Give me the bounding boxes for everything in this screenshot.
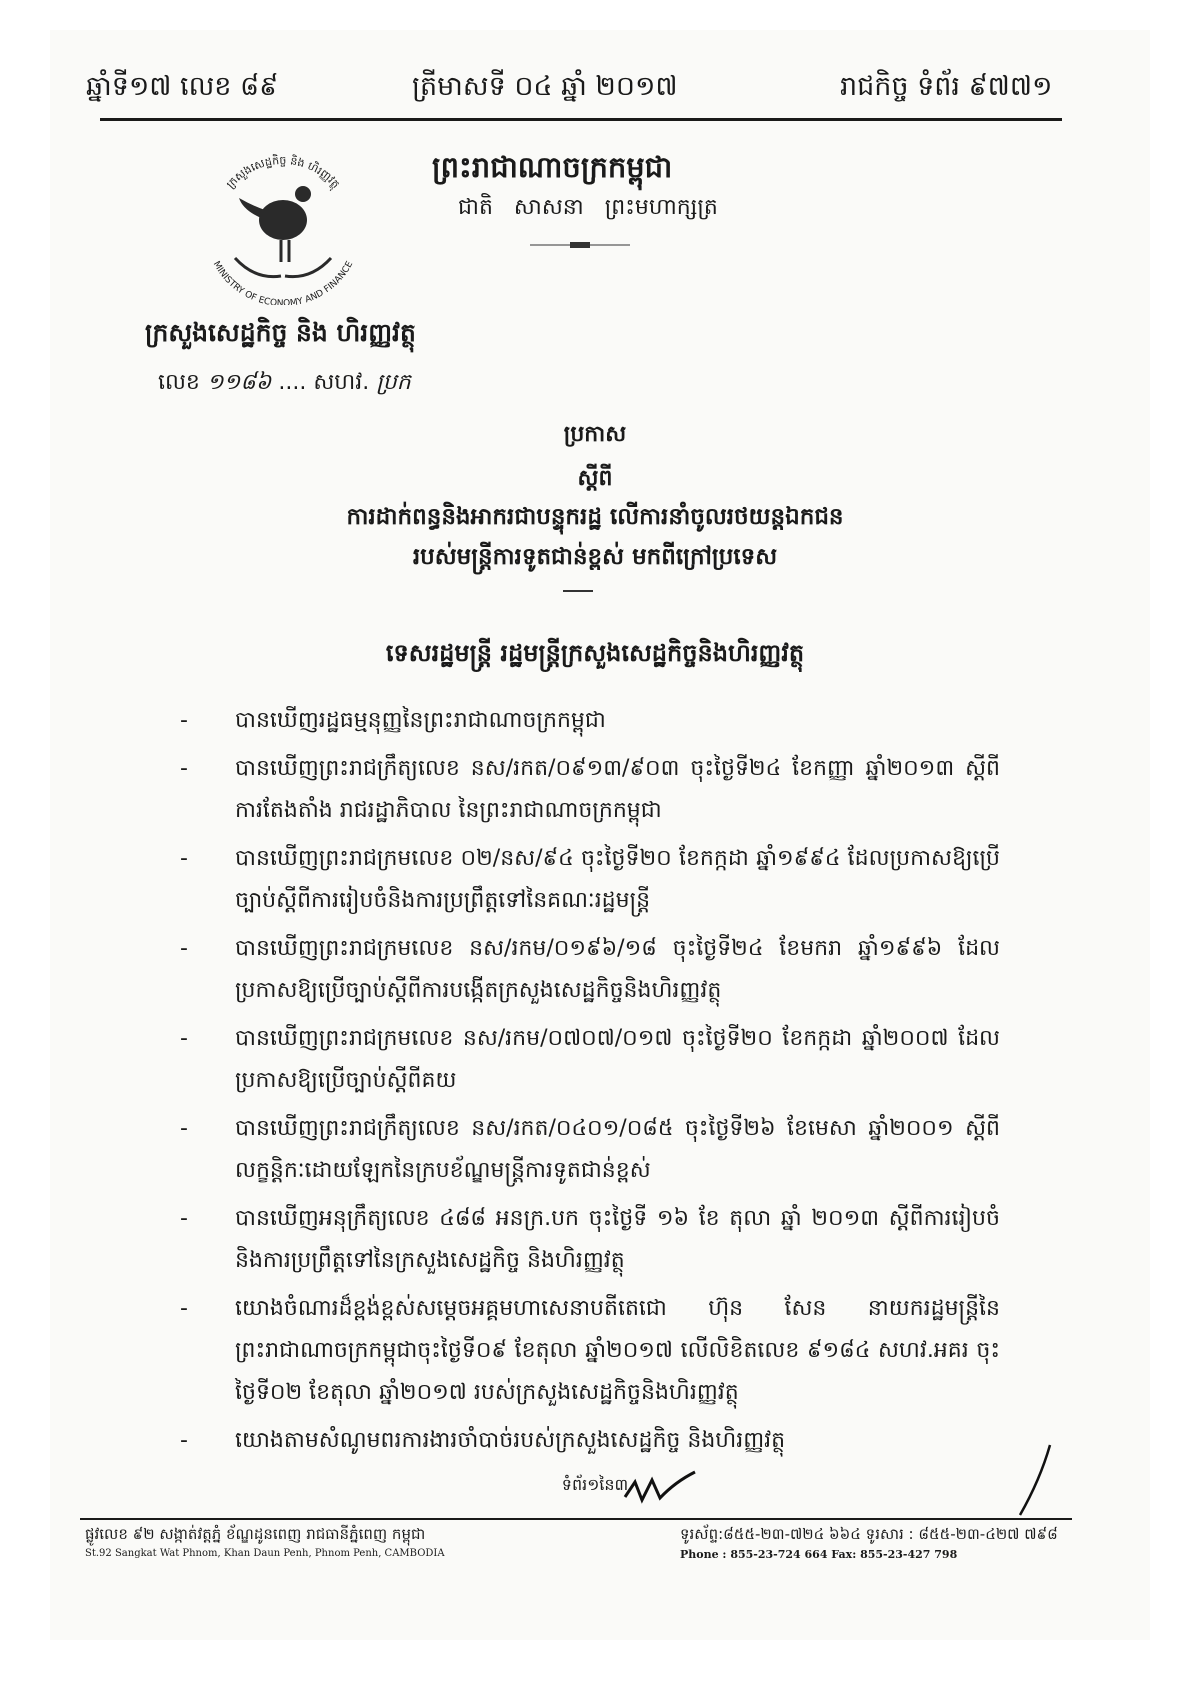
svg-text:ក្រសួងសេដ្ឋកិច្ច និង ហិរញ្ញវត្ xyxy=(224,153,342,192)
ministry-name: ក្រសួងសេដ្ឋកិច្ច និង ហិរញ្ញវត្ថុ xyxy=(145,318,416,347)
doc-subject-line-2: របស់មន្ត្រីការទូតជាន់ខ្ពស់ មកពីក្រៅប្រទេស xyxy=(412,544,778,570)
list-item: - បានឃើញព្រះរាជក្រឹត្យលេខ នស/រកត/០៤០១/០៨៥ ចុះថ្ងៃទី២៦ ខែមេសា ឆ្នាំ២០០១ ស្តីពីលក្ខន្តិកៈដោយឡែកនៃក្របខ័ណ្ឌមន្ត្រីការទូតជាន់ខ្ពស់ xyxy=(180,1108,1000,1192)
footer-phone-en: Phone : 855-23-724 664 Fax: 855-23-427 798 xyxy=(680,1548,958,1561)
footer-phone-km: ទូរស័ព្ទ:៨៥៥-២៣-៧២៤ ៦៦៤ ទូរសារ : ៨៥៥-២៣-៤២៧ ៧៩៨ xyxy=(680,1525,1058,1543)
ministry-seal xyxy=(195,150,370,305)
page-number: ទំព័រ១នៃ៣ xyxy=(561,1475,629,1494)
footer-rule xyxy=(80,1518,1072,1520)
preamble-list xyxy=(180,700,1000,1468)
national-motto: ជាតិ សាសនា ព្រះមហាក្សត្រ xyxy=(458,195,718,220)
seal-bottom-text: MINISTRY OF ECONOMY AND FINANCE xyxy=(210,259,356,305)
bird-emblem-icon xyxy=(235,186,331,277)
doc-about: ស្ដីពី xyxy=(577,466,613,491)
gazette-issue: ឆ្នាំទី១៧ លេខ ៨៩ xyxy=(86,71,279,102)
svg-text:MINISTRY OF ECONOMY AND FINANC xyxy=(211,260,356,305)
doc-type: ប្រកាស xyxy=(563,422,627,447)
minister-title: ទេសរដ្ឋមន្ត្រី រដ្ឋមន្ត្រីក្រសួងសេដ្ឋកិច្ចនិងហិរញ្ញវត្ថុ xyxy=(385,639,805,667)
ref-sig: ប្រក xyxy=(376,370,411,395)
margin-signature xyxy=(1010,1440,1060,1520)
ref-prefix: លេខ xyxy=(158,370,200,395)
header-rule xyxy=(100,118,1062,121)
title-divider xyxy=(563,590,593,592)
list-item: - បានឃើញព្រះរាជក្រមលេខ នស/រកម/០៧០៧/០១៧ ចុះថ្ងៃទី២០ ខែកក្កដា ឆ្នាំ២០០៧ ដែលប្រកាសឱ្យប្រើច្បាប់ស្តីពីគយ xyxy=(180,1018,1000,1102)
list-item: - បានឃើញរដ្ឋធម្មនុញ្ញនៃព្រះរាជាណាចក្រកម្ពុជា xyxy=(180,700,1000,742)
ornament-divider xyxy=(530,242,630,248)
list-item: - បានឃើញព្រះរាជក្រមលេខ នស/រកម/០១៩៦/១៨ ចុះថ្ងៃទី២៤ ខែមករា ឆ្នាំ១៩៩៦ ដែលប្រកាសឱ្យប្រើច្បាប់ស្តីពីការបង្កើតក្រសួងសេដ្ឋកិច្ចនិងហិរញ្ញវត្ថុ xyxy=(180,928,1000,1012)
doc-subject-line-1: ការដាក់ពន្ធនិងអាករជាបន្ទុករដ្ឋ លើការនាំចូលរថយន្តឯកជន xyxy=(346,504,844,530)
gazette-page: រាជកិច្ច ទំព័រ ៩៧៧១ xyxy=(840,71,1053,102)
footer-address-en: St.92 Sangkat Wat Phnom, Khan Daun Penh, Phnom Penh, CAMBODIA xyxy=(85,1548,445,1559)
list-item: - បានឃើញព្រះរាជក្រឹត្យលេខ នស/រកត/០៩១៣/៩០៣ ចុះថ្ងៃទី២៤ ខែកញ្ញា ឆ្នាំ២០១៣ ស្តីពីការតែងតាំង រាជរដ្ឋាភិបាល នៃព្រះរាជាណាចក្រកម្ពុជា xyxy=(180,748,1000,832)
list-item: - យោងតាមសំណូមពរការងារចាំបាច់របស់ក្រសួងសេដ្ឋកិច្ច និងហិរញ្ញវត្ថុ xyxy=(180,1420,1000,1462)
list-item: - បានឃើញព្រះរាជក្រមលេខ ០២/នស/៩៤ ចុះថ្ងៃទី២០ ខែកក្កដា ឆ្នាំ១៩៩៤ ដែលប្រកាសឱ្យប្រើច្បាប់ស្តីពីការរៀបចំនិងការប្រព្រឹត្តទៅនៃគណៈរដ្ឋមន្ត្រី xyxy=(180,838,1000,922)
initial-signature xyxy=(620,1462,700,1512)
ref-number: ១១៨៦ xyxy=(206,370,272,395)
list-item: - យោងចំណារដ៏ខ្ពង់ខ្ពស់សម្តេចអគ្គមហាសេនាបតីតេជោ ហ៊ុន សែន នាយករដ្ឋមន្ត្រីនៃព្រះរាជាណាចក្រកម្ពុជាចុះថ្ងៃទី០៩ ខែតុលា ឆ្នាំ២០១៧ លើលិខិតលេខ ៩១៨៤ សហវ.អគរ ចុះថ្ងៃទី០២ ខែតុលា ឆ្នាំ២០១៧ របស់ក្រសួងសេដ្ឋកិច្ចនិងហិរញ្ញវត្ថុ xyxy=(180,1288,1000,1414)
footer-address-km: ផ្លូវលេខ ៩២ សង្កាត់វត្តភ្នំ ខ័ណ្ឌដូនពេញ រាជធានីភ្នំពេញ កម្ពុជា xyxy=(85,1525,426,1543)
reference-number xyxy=(158,368,411,400)
list-item: - បានឃើញអនុក្រឹត្យលេខ ៤៨៨ អនក្រ.បក ចុះថ្ងៃទី ១៦ ខែ តុលា ឆ្នាំ ២០១៣ ស្តីពីការរៀបចំ និងការប្រព្រឹត្តទៅនៃក្រសួងសេដ្ឋកិច្ច និងហិរញ្ញវត្ថុ xyxy=(180,1198,1000,1282)
seal-top-text: ក្រសួងសេដ្ឋកិច្ច និង ហិរញ្ញវត្ថុ xyxy=(223,153,343,191)
kingdom-name: ព្រះរាជាណាចក្រកម្ពុជា xyxy=(432,150,673,184)
ref-suffix: សហវ. xyxy=(313,370,370,395)
ref-dots: .... xyxy=(278,370,307,395)
gazette-quarter: ត្រីមាសទី ០៤ ឆ្នាំ ២០១៧ xyxy=(412,71,678,102)
